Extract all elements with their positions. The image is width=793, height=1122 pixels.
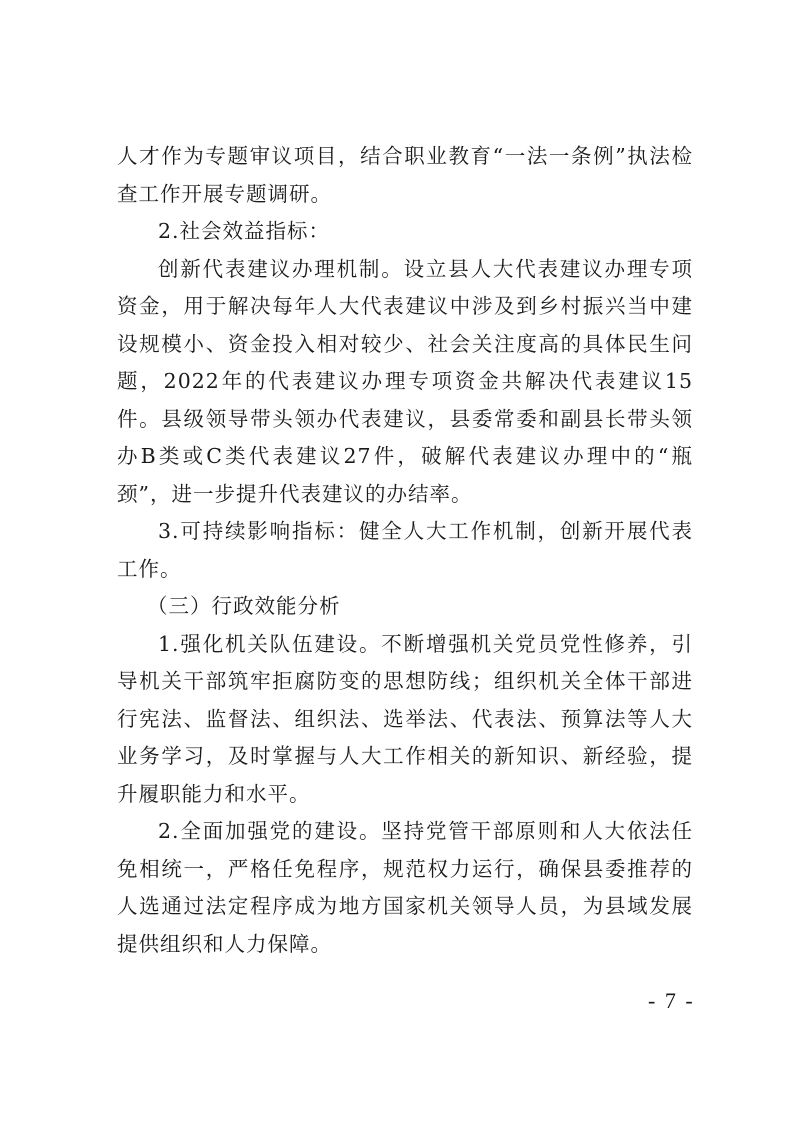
document-body [117, 138, 693, 963]
paragraph-team-building: 1.强化机关队伍建设。不断增强机关党员党性修养，引导机关干部筑牢拒腐防变的思想防线；组织机关全体干部进行宪法、监督法、组织法、选举法、代表法、预算法等人大业务学习，及时掌握与人大工作相关的新知识、新经验，提升履职能力和水平。 [117, 631, 693, 806]
paragraph-party-building: 2.全面加强党的建设。坚持党管干部原则和人大依法任免相统一，严格任免程序，规范权力运行，确保县委推荐的人选通过法定程序成为地方国家机关领导人员，为县域发展提供组织和人力保障。 [117, 819, 693, 956]
paragraph-representative-proposals: 创新代表建议办理机制。设立县人大代表建议办理专项资金，用于解决每年人大代表建议中涉及到乡村振兴当中建设规模小、资金投入相对较少、社会关注度高的具体民生问题，2022年的代表建议办理专项资金共解决代表建议15件。县级领导带头领办代表建议，县委常委和副县长带头领办B类或C类代表建议27件，破解代表建议办理中的“瓶颈”，进一步提升代表建议的办结率。 [117, 256, 693, 506]
section-heading-administrative-efficiency: （三）行政效能分析 [147, 594, 341, 618]
sustainability-indicator: 3.可持续影响指标：健全人大工作机制，创新开展代表工作。 [117, 519, 693, 581]
social-benefit-heading: 2.社会效益指标： [158, 219, 331, 243]
page-number: - 7 - [648, 988, 695, 1013]
paragraph-continuation: 人才作为专题审议项目，结合职业教育“一法一条例”执法检查工作开展专题调研。 [117, 144, 693, 206]
